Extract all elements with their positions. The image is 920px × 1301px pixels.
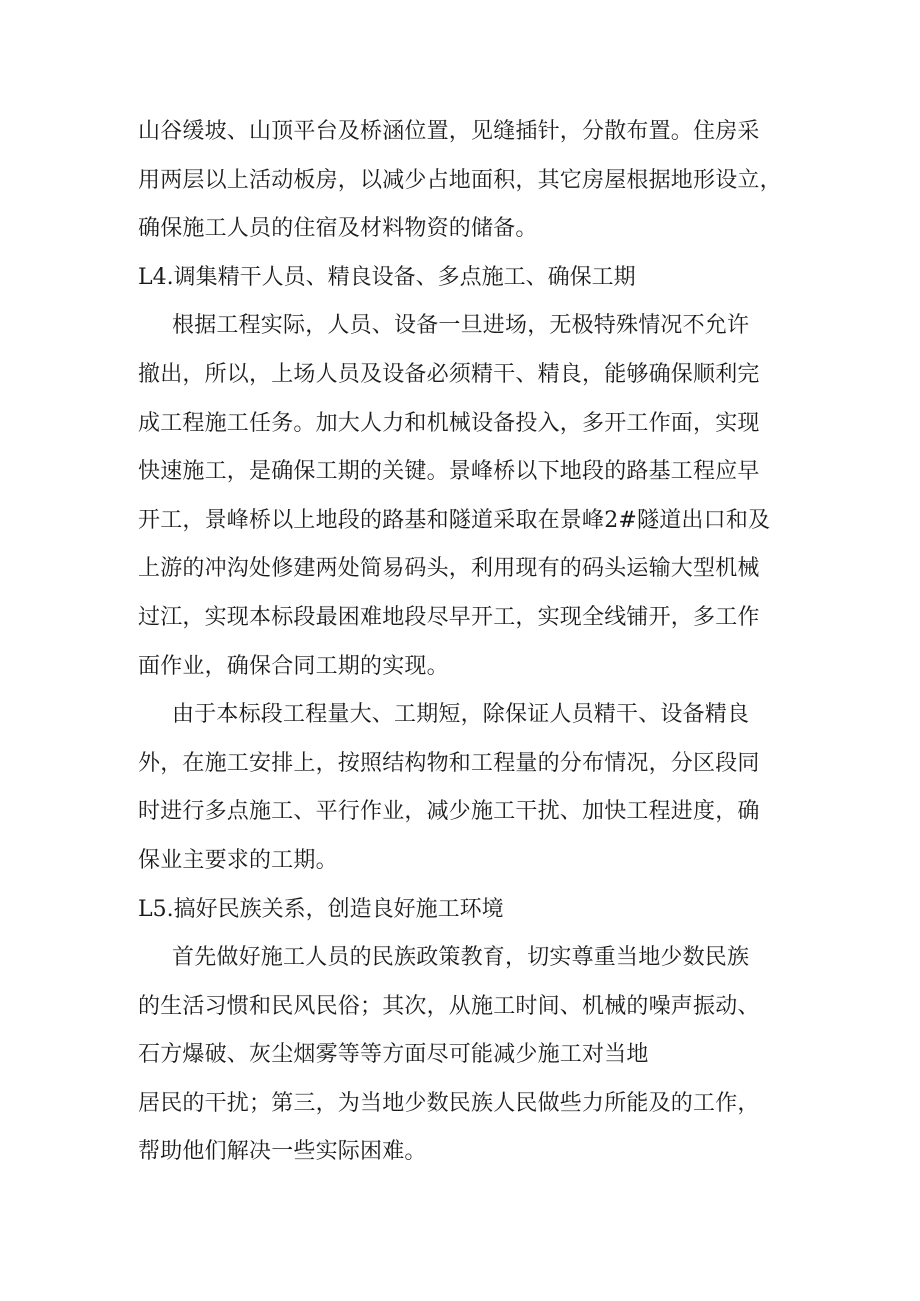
body-text-line: 上游的冲沟处修建两处简易码头，利用现有的码头运输大型机械	[138, 556, 760, 582]
section-heading-l4: L4.调集精干人员、精良设备、多点施工、确保工期	[138, 264, 636, 290]
body-text-line: 用两层以上活动板房，以减少占地面积，其它房屋根据地形设立，	[138, 167, 782, 193]
body-text-line: 确保施工人员的住宿及材料物资的储备。	[138, 216, 538, 242]
body-text-line: 成工程施工任务。加大人力和机械设备投入，多开工作面，实现	[138, 410, 760, 436]
body-text-line: 撤出，所以，上场人员及设备必须精干、精良，能够确保顺利完	[138, 361, 760, 387]
section-heading-l5: L5.搞好民族关系，创造良好施工环境	[138, 896, 504, 922]
paragraph-first-line: 首先做好施工人员的民族政策教育，切实尊重当地少数民族	[172, 945, 750, 971]
body-text-line: 帮助他们解决一些实际困难。	[138, 1139, 427, 1165]
body-text-line: 面作业，确保合同工期的实现。	[138, 653, 449, 679]
body-text-line: 的生活习惯和民风民俗；其次，从施工时间、机械的噪声振动、	[138, 993, 760, 1019]
body-text-line: 开工，景峰桥以上地段的路基和隧道采取在景峰2#隧道出口和及	[138, 507, 771, 533]
body-text-line: 过江，实现本标段最困难地段尽早开工，实现全线铺开，多工作	[138, 604, 760, 630]
document-page	[138, 108, 798, 1177]
body-text-line: 时进行多点施工、平行作业，减少施工干扰、加快工程进度，确	[138, 799, 760, 825]
body-text-line: 外，在施工安排上，按照结构物和工程量的分布情况，分区段同	[138, 750, 760, 776]
body-text-line: 保业主要求的工期。	[138, 847, 338, 873]
paragraph-first-line: 根据工程实际，人员、设备一旦进场，无极特殊情况不允许	[172, 313, 750, 339]
body-text-line: 山谷缓坡、山顶平台及桥涵位置，见缝插针，分散布置。住房采	[138, 119, 760, 144]
body-text-line: 居民的干扰；第三，为当地少数民族人民做些力所能及的工作，	[138, 1090, 760, 1116]
body-text-line: 石方爆破、灰尘烟雾等等方面尽可能减少施工对当地	[138, 1042, 649, 1068]
body-text-line: 快速施工，是确保工期的关键。景峰桥以下地段的路基工程应早	[138, 459, 760, 485]
paragraph-first-line: 由于本标段工程量大、工期短，除保证人员精干、设备精良	[172, 702, 750, 728]
